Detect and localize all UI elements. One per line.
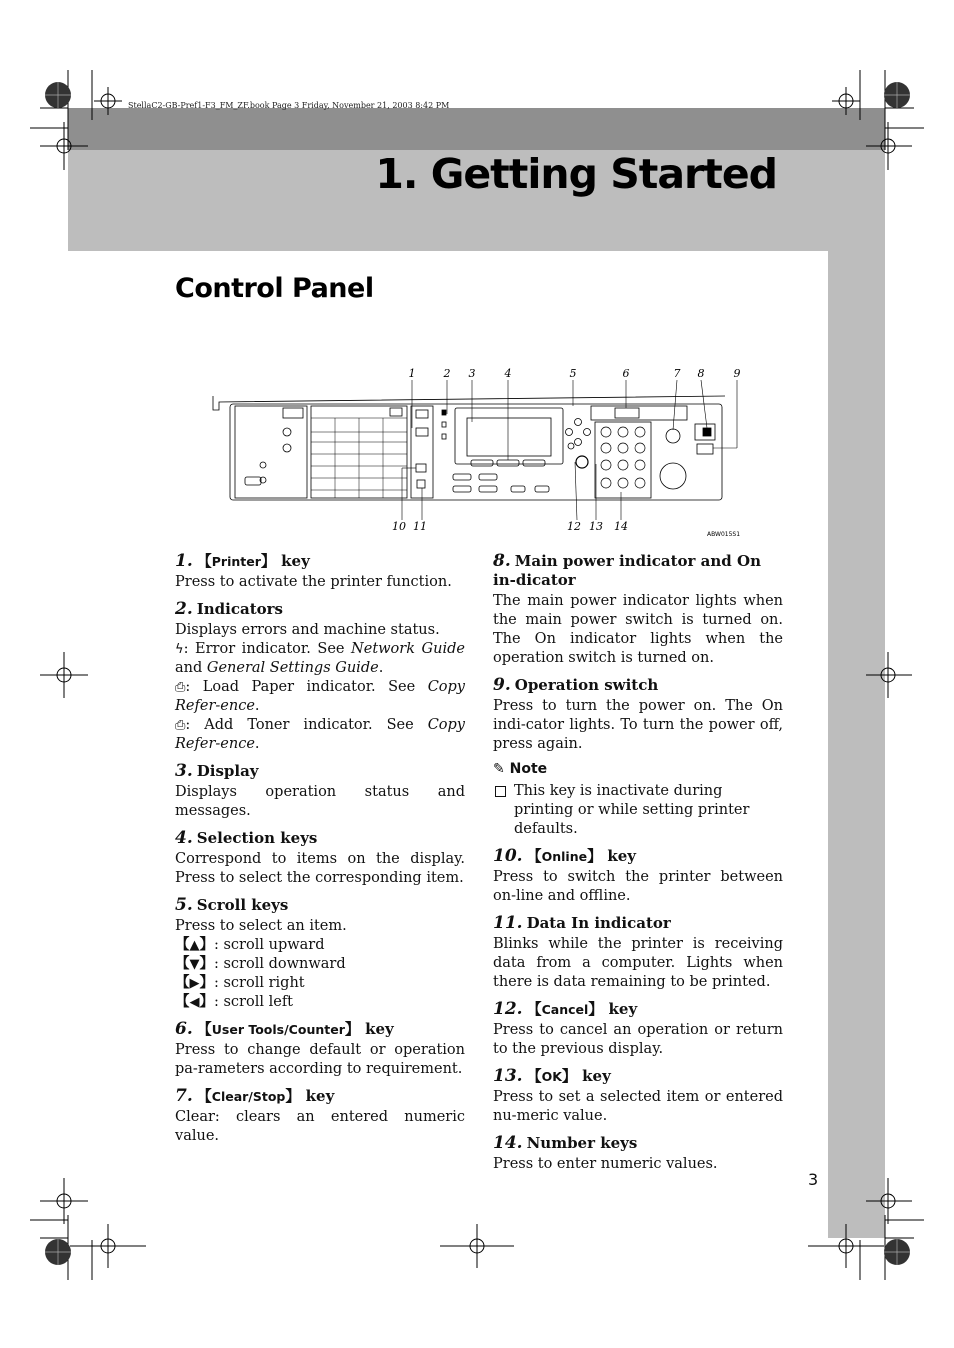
key-name: User Tools/Counter xyxy=(211,1022,345,1037)
item-description: The main power indicator lights when the main power switch is turned on. The On indicator lights when the operation switch is turned on. xyxy=(493,593,783,666)
scroll-up-line: 【▲】: scroll upward xyxy=(175,937,325,953)
callout-3: 3 xyxy=(468,367,476,380)
scroll-up-text: : scroll upward xyxy=(214,937,325,953)
error-indicator-icon: ϟ xyxy=(175,642,184,657)
note-heading xyxy=(493,760,783,779)
callout-12: 12 xyxy=(567,520,581,533)
item-title: Operation switch xyxy=(514,676,659,694)
key-suffix: key xyxy=(603,1000,638,1018)
item-description: Press to enter numeric values. xyxy=(493,1156,718,1172)
key-suffix: key xyxy=(275,552,310,570)
ref-general-settings-guide: General Settings Guide xyxy=(206,660,379,676)
item-description: Press to turn the power on. The On indi-cator lights. To turn the power off, press again. xyxy=(493,698,783,752)
callout-10: 10 xyxy=(392,520,406,533)
item-number: 9. xyxy=(493,675,511,695)
scroll-left-text: : scroll left xyxy=(214,994,294,1010)
item-number: 7. xyxy=(175,1086,193,1106)
key-suffix: key xyxy=(602,847,636,865)
load-paper-text: : Load Paper indicator. See xyxy=(185,679,428,695)
arrow-left-icon: ◀ xyxy=(189,995,200,1010)
item-description: Press to activate the printer function. xyxy=(175,574,452,590)
callout-8: 8 xyxy=(697,367,705,380)
scroll-right-text: : scroll right xyxy=(214,975,305,991)
item-13: 13. 【OK】 key Press to set a selected item or entered nu-meric value. xyxy=(493,1066,783,1124)
key-name: Online xyxy=(541,849,588,864)
item-9 xyxy=(493,676,783,839)
item-number: 4. xyxy=(175,828,193,848)
item-description: Press to select an item. xyxy=(175,918,347,934)
arrow-up-icon: ▲ xyxy=(189,938,200,953)
item-description: Blinks while the printer is receiving data from a computer. Lights when there is data remaining to be printed. xyxy=(493,936,783,990)
file-info: StellaC2-GB-Pref1-F3_FM_ZF.book Page 3 Friday, November 21, 2003 8:42 PM xyxy=(128,101,450,110)
scroll-left-line: 【◀】: scroll left xyxy=(175,994,294,1010)
item-number: 3. xyxy=(175,761,193,781)
callout-13: 13 xyxy=(589,520,603,533)
key-suffix: key xyxy=(300,1087,335,1105)
item-title: Number keys xyxy=(526,1134,638,1152)
item-description: Press to switch the printer between on-line and offline. xyxy=(493,869,783,904)
figure-code: ABW015S1 xyxy=(707,531,741,538)
ref-network-guide: Network Guide xyxy=(351,641,465,657)
item-number: 11. xyxy=(493,913,523,933)
ref-copy-reference: Copy Refer-ence xyxy=(175,717,465,752)
callout-1: 1 xyxy=(408,367,416,380)
callout-6: 6 xyxy=(622,367,630,380)
add-toner-end: . xyxy=(254,736,260,752)
key-name: OK xyxy=(541,1069,562,1084)
item-description: Clear: clears an entered numeric value. xyxy=(175,1109,465,1144)
key-name: Clear/Stop xyxy=(211,1089,286,1104)
load-paper-icon: ⎙ xyxy=(175,680,186,695)
callout-9: 9 xyxy=(733,367,741,380)
callout-14: 14 xyxy=(614,520,628,533)
checkbox-icon xyxy=(495,786,506,797)
item-2 xyxy=(175,600,465,754)
scroll-down-line: 【▼】: scroll downward xyxy=(175,956,346,972)
arrow-right-icon: ▶ xyxy=(189,976,200,991)
scroll-right-line: 【▶】: scroll right xyxy=(175,975,305,991)
item-5 xyxy=(175,896,465,1012)
callout-5: 5 xyxy=(569,367,577,380)
item-number: 12. xyxy=(493,999,523,1019)
ref-copy-reference: Copy Refer-ence xyxy=(175,679,465,714)
add-toner-icon: ⎙ xyxy=(175,718,186,733)
item-number: 6. xyxy=(175,1019,193,1039)
load-paper-line xyxy=(175,678,465,716)
callout-7: 7 xyxy=(673,367,681,380)
note-text: This key is inactivate during printing or while setting printer defaults. xyxy=(514,783,750,837)
item-description: Correspond to items on the display. Press to select the corresponding item. xyxy=(175,851,465,886)
item-description: Press to change default or operation pa-rameters according to requirement. xyxy=(175,1042,465,1077)
page-number: 3 xyxy=(808,1170,819,1189)
arrow-down-icon: ▼ xyxy=(189,957,200,972)
item-10: 10. 【Online】 key Press to switch the printer between on-line and offline. xyxy=(493,846,783,904)
note-item xyxy=(493,782,783,839)
item-description: Press to cancel an operation or return to the previous display. xyxy=(493,1022,783,1057)
item-title: Selection keys xyxy=(196,829,318,847)
item-number: 2. xyxy=(175,599,193,619)
item-1: 1. 【Printer】 key Press to activate the printer function. xyxy=(175,552,465,592)
item-title: Display xyxy=(196,762,259,780)
key-suffix: key xyxy=(359,1020,394,1038)
item-description: Displays operation status and messages. xyxy=(175,784,465,819)
error-indicator-text: : Error indicator. See xyxy=(183,641,352,657)
load-paper-end: . xyxy=(254,698,260,714)
key-name: Printer xyxy=(211,554,261,569)
item-14 xyxy=(493,1134,783,1174)
item-11 xyxy=(493,914,783,992)
item-12: 12. 【Cancel】 key Press to cancel an operation or return to the previous display. xyxy=(493,999,783,1057)
note-pencil-icon: ✎ xyxy=(493,761,510,777)
item-7: 7. 【Clear/Stop】 key Clear: clears an entered numeric value. xyxy=(175,1086,465,1144)
section-title: Control Panel xyxy=(175,273,374,304)
item-4 xyxy=(175,829,465,888)
column-right xyxy=(493,552,783,1182)
add-toner-text: : Add Toner indicator. See xyxy=(185,717,428,733)
key-name: Cancel xyxy=(541,1002,589,1017)
callout-2: 2 xyxy=(443,367,451,380)
item-3 xyxy=(175,762,465,821)
key-suffix: key xyxy=(576,1067,611,1085)
column-left xyxy=(175,552,465,1154)
scroll-down-text: : scroll downward xyxy=(214,956,346,972)
item-number: 13. xyxy=(493,1066,523,1086)
item-title: Data In indicator xyxy=(526,914,671,932)
chapter-title: 1. Getting Started xyxy=(375,150,777,198)
item-6: 6. 【User Tools/Counter】 key Press to change default or operation pa-rameters according to requirement. xyxy=(175,1019,465,1077)
callout-4: 4 xyxy=(504,367,512,380)
item-title: Scroll keys xyxy=(196,896,289,914)
callout-11: 11 xyxy=(413,520,427,533)
item-description: Press to set a selected item or entered nu-meric value. xyxy=(493,1089,783,1124)
item-8 xyxy=(493,552,783,668)
note-label: Note xyxy=(509,761,548,777)
item-title: Main power indicator and On in-dicator xyxy=(493,552,761,589)
error-indicator-end: . xyxy=(378,660,384,676)
control-panel-illustration xyxy=(205,362,765,542)
item-number: 5. xyxy=(175,895,193,915)
item-title: Indicators xyxy=(196,600,283,618)
error-indicator-mid: and xyxy=(175,660,207,676)
item-number: 8. xyxy=(493,551,511,571)
item-number: 14. xyxy=(493,1133,523,1153)
add-toner-line xyxy=(175,716,465,754)
item-description: Displays errors and machine status. xyxy=(175,622,440,638)
error-indicator-line xyxy=(175,640,465,678)
item-number: 10. xyxy=(493,846,523,866)
item-number: 1. xyxy=(175,551,193,571)
